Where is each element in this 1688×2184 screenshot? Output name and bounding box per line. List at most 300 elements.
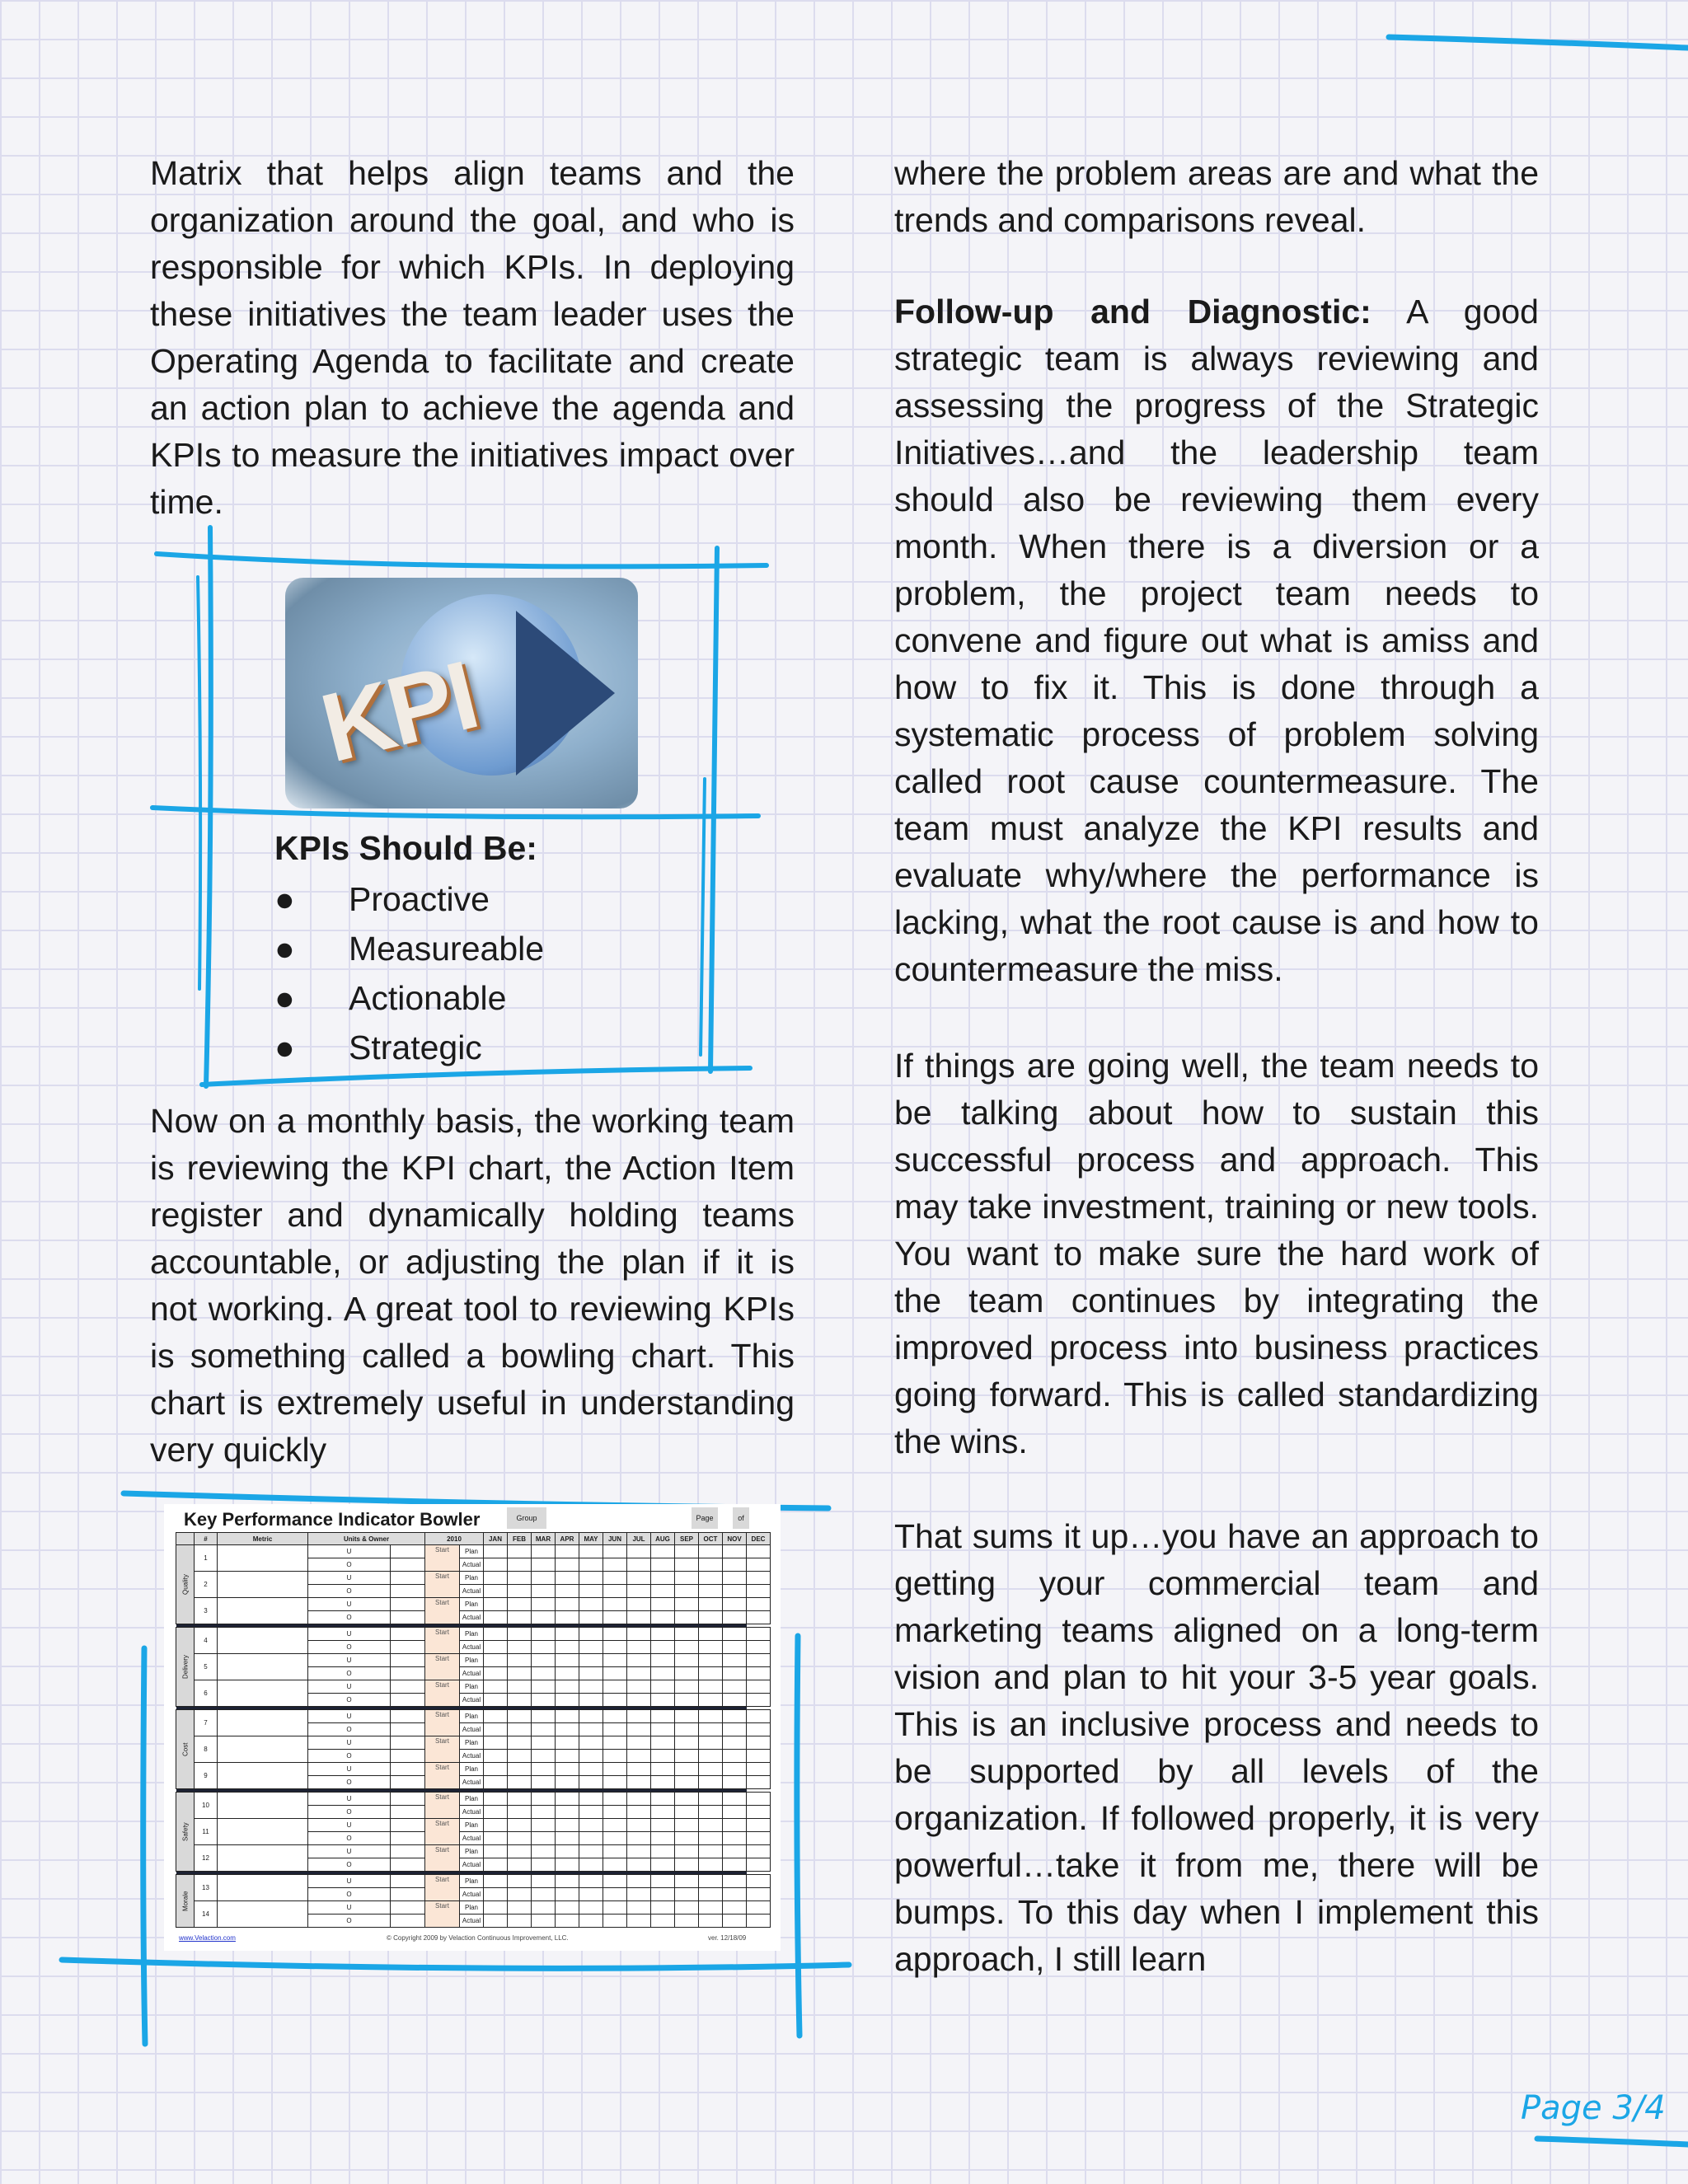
bowler-month-plan-cell (484, 1572, 508, 1585)
bowler-row-number: 4 (195, 1628, 218, 1654)
bowler-month-plan-cell (556, 1845, 579, 1858)
bowler-month-actual-cell (508, 1915, 532, 1928)
bowler-month-plan-cell (556, 1875, 579, 1888)
bowler-actual-label: Actual (460, 1806, 484, 1819)
bowler-plan-label: Plan (460, 1793, 484, 1806)
bowler-o-label: O (308, 1585, 391, 1598)
kpi-image-text: KPI (311, 640, 485, 784)
bowler-actual-label: Actual (460, 1750, 484, 1763)
bowler-month-actual-cell (723, 1667, 747, 1680)
bowler-month-plan-cell (699, 1654, 723, 1667)
bowler-month-actual-cell (675, 1806, 699, 1819)
bowler-row (176, 1628, 771, 1641)
bowler-month-plan-cell (579, 1628, 603, 1641)
bowler-month-plan-cell (675, 1819, 699, 1832)
bowler-month-plan-cell (675, 1628, 699, 1641)
bowler-month-plan-cell (532, 1680, 556, 1694)
bowler-month-actual-cell (508, 1858, 532, 1872)
bowler-title: Key Performance Indicator Bowler (184, 1509, 481, 1530)
bowler-month-plan-cell (699, 1845, 723, 1858)
bowler-month-plan-cell (532, 1545, 556, 1558)
bowler-start-cell: Start (425, 1572, 460, 1598)
bowler-month-plan-cell (723, 1793, 747, 1806)
bowler-category: Morale (176, 1875, 195, 1928)
bowler-header-cell: MAY (579, 1533, 603, 1545)
bowler-month-plan-cell (508, 1793, 532, 1806)
bowler-month-plan-cell (675, 1763, 699, 1776)
bowler-start-cell: Start (425, 1901, 460, 1928)
bowler-month-plan-cell (651, 1572, 675, 1585)
bowler-month-actual-cell (532, 1915, 556, 1928)
bowler-month-actual-cell (627, 1888, 651, 1901)
bowler-u-label: U (308, 1901, 391, 1915)
bowler-month-plan-cell (699, 1545, 723, 1558)
kpi-item-label: Measureable (349, 930, 545, 968)
bowler-month-actual-cell (484, 1776, 508, 1789)
bowler-month-plan-cell (556, 1654, 579, 1667)
bowler-actual-label: Actual (460, 1585, 484, 1598)
bowler-month-plan-cell (532, 1598, 556, 1611)
bowler-month-plan-cell (579, 1763, 603, 1776)
bowler-month-plan-cell (723, 1875, 747, 1888)
bowler-u-label: U (308, 1545, 391, 1558)
bowler-month-actual-cell (532, 1585, 556, 1598)
bowler-month-actual-cell (747, 1694, 771, 1707)
bowler-month-actual-cell (699, 1858, 723, 1872)
bowler-o-label: O (308, 1858, 391, 1872)
bowler-owner-cell (391, 1750, 425, 1763)
bowler-month-actual-cell (484, 1611, 508, 1624)
bowler-month-actual-cell (579, 1832, 603, 1845)
kpi-image (285, 578, 638, 808)
bowler-month-actual-cell (556, 1888, 579, 1901)
bowler-start-cell: Start (425, 1654, 460, 1680)
bowler-month-plan-cell (651, 1819, 675, 1832)
bowler-header-cell: JUL (627, 1533, 651, 1545)
bowler-start-cell: Start (425, 1793, 460, 1819)
bowler-month-actual-cell (579, 1806, 603, 1819)
bowler-month-plan-cell (508, 1598, 532, 1611)
bowler-row (176, 1819, 771, 1832)
bowler-month-actual-cell (747, 1776, 771, 1789)
bowler-month-actual-cell (699, 1776, 723, 1789)
bowler-o-label: O (308, 1641, 391, 1654)
bowler-month-plan-cell (747, 1793, 771, 1806)
bowler-month-plan-cell (579, 1736, 603, 1750)
bowler-month-actual-cell (699, 1750, 723, 1763)
bowler-metric-cell (218, 1680, 308, 1707)
bowler-month-actual-cell (627, 1806, 651, 1819)
bowler-month-plan-cell (556, 1793, 579, 1806)
bowler-month-actual-cell (532, 1611, 556, 1624)
bowler-month-plan-cell (508, 1901, 532, 1915)
right-paragraph-3: If things are going well, the team needs to be talking about how to sustain this successful process and approach. This may take investment, training or new tools. You want to make sure the hard work of the team continues by integrating the improved process into business practices going forward. This is called standardizing the wins. (894, 1047, 1539, 1460)
bowler-month-plan-cell (532, 1654, 556, 1667)
bowler-month-plan-cell (556, 1598, 579, 1611)
bowler-month-plan-cell (651, 1875, 675, 1888)
bowler-month-plan-cell (556, 1628, 579, 1641)
bowler-month-plan-cell (508, 1654, 532, 1667)
bowler-month-plan-cell (627, 1793, 651, 1806)
bowler-u-label: U (308, 1572, 391, 1585)
bowler-month-actual-cell (651, 1832, 675, 1845)
bowler-month-actual-cell (747, 1915, 771, 1928)
bowler-u-label: U (308, 1710, 391, 1723)
bowler-month-plan-cell (484, 1736, 508, 1750)
bowler-month-plan-cell (675, 1736, 699, 1750)
bowler-month-plan-cell (651, 1598, 675, 1611)
bowler-month-actual-cell (627, 1611, 651, 1624)
bowler-month-actual-cell (484, 1667, 508, 1680)
bowler-start-cell: Start (425, 1736, 460, 1763)
bowler-month-plan-cell (603, 1654, 627, 1667)
bowler-month-plan-cell (675, 1654, 699, 1667)
bowler-row-number: 6 (195, 1680, 218, 1707)
bowler-month-actual-cell (532, 1832, 556, 1845)
bowler-month-plan-cell (532, 1901, 556, 1915)
bowler-month-plan-cell (699, 1598, 723, 1611)
bowler-of-label: of (733, 1507, 749, 1529)
bowler-month-plan-cell (627, 1710, 651, 1723)
bowler-month-actual-cell (747, 1585, 771, 1598)
bowler-row-number: 11 (195, 1819, 218, 1845)
bowler-month-plan-cell (603, 1845, 627, 1858)
bowler-start-cell: Start (425, 1628, 460, 1654)
bowler-month-actual-cell (747, 1832, 771, 1845)
bowler-actual-label: Actual (460, 1667, 484, 1680)
bowler-month-plan-cell (747, 1572, 771, 1585)
bowler-o-label: O (308, 1832, 391, 1845)
bowler-start-cell: Start (425, 1598, 460, 1624)
bowler-month-actual-cell (747, 1723, 771, 1736)
bowler-month-actual-cell (603, 1832, 627, 1845)
bowler-row (176, 1572, 771, 1585)
bowler-owner-cell (391, 1585, 425, 1598)
bowler-month-actual-cell (651, 1667, 675, 1680)
bowler-metric-cell (218, 1901, 308, 1928)
bowler-month-actual-cell (747, 1611, 771, 1624)
bowler-month-actual-cell (699, 1694, 723, 1707)
bowler-month-plan-cell (603, 1572, 627, 1585)
bowler-header-cell: JAN (484, 1533, 508, 1545)
bowler-header-cell: JUN (603, 1533, 627, 1545)
bowler-month-actual-cell (699, 1558, 723, 1572)
bowler-metric-cell (218, 1736, 308, 1763)
bowler-month-actual-cell (627, 1776, 651, 1789)
bowler-month-actual-cell (532, 1776, 556, 1789)
bowler-start-cell: Start (425, 1680, 460, 1707)
bowler-month-actual-cell (556, 1585, 579, 1598)
bowler-owner-cell (391, 1776, 425, 1789)
bowler-month-actual-cell (699, 1585, 723, 1598)
bowler-month-plan-cell (747, 1901, 771, 1915)
bowler-month-actual-cell (603, 1776, 627, 1789)
bowler-month-actual-cell (532, 1723, 556, 1736)
bowler-month-actual-cell (627, 1558, 651, 1572)
bowler-month-actual-cell (603, 1585, 627, 1598)
bowler-row (176, 1545, 771, 1558)
bowler-plan-label: Plan (460, 1875, 484, 1888)
bowler-metric-cell (218, 1654, 308, 1680)
bowler-owner-cell (391, 1654, 425, 1667)
left-paragraph-2: Now on a monthly basis, the working team is reviewing the KPI chart, the Action Item register and dynamically holding teams accountable, or adjusting the plan if it is not working. A great tool to reviewing KPIs is something called a bowling chart. This chart is extremely useful in understanding very quickly (150, 1102, 795, 1469)
bowler-month-plan-cell (675, 1793, 699, 1806)
bowler-owner-cell (391, 1611, 425, 1624)
bowler-o-label: O (308, 1915, 391, 1928)
bowler-month-actual-cell (651, 1806, 675, 1819)
bowler-month-actual-cell (508, 1750, 532, 1763)
bowler-month-actual-cell (651, 1585, 675, 1598)
bowler-month-plan-cell (508, 1545, 532, 1558)
bowler-month-actual-cell (651, 1776, 675, 1789)
bowler-month-actual-cell (508, 1723, 532, 1736)
bowler-month-plan-cell (603, 1598, 627, 1611)
bowler-month-plan-cell (723, 1710, 747, 1723)
bowler-month-actual-cell (603, 1558, 627, 1572)
bowler-month-plan-cell (675, 1680, 699, 1694)
bowler-metric-cell (218, 1598, 308, 1624)
bowler-month-actual-cell (532, 1888, 556, 1901)
bowler-month-actual-cell (699, 1832, 723, 1845)
bowler-plan-label: Plan (460, 1598, 484, 1611)
bowler-row-number: 8 (195, 1736, 218, 1763)
bowler-metric-cell (218, 1763, 308, 1789)
bowler-owner-cell (391, 1845, 425, 1858)
bowler-month-actual-cell (747, 1641, 771, 1654)
bowler-metric-cell (218, 1572, 308, 1598)
bowler-month-plan-cell (579, 1819, 603, 1832)
bullet-icon: ● (274, 930, 295, 968)
bowler-month-plan-cell (556, 1736, 579, 1750)
bowler-month-plan-cell (627, 1545, 651, 1558)
bowler-row (176, 1598, 771, 1611)
bowler-month-actual-cell (651, 1723, 675, 1736)
bowler-month-plan-cell (723, 1819, 747, 1832)
bowler-u-label: U (308, 1654, 391, 1667)
bowler-month-actual-cell (651, 1858, 675, 1872)
bowler-u-label: U (308, 1845, 391, 1858)
bowler-month-plan-cell (675, 1545, 699, 1558)
bowler-month-actual-cell (699, 1723, 723, 1736)
bowler-o-label: O (308, 1888, 391, 1901)
bowler-actual-label: Actual (460, 1776, 484, 1789)
bowler-actual-label: Actual (460, 1723, 484, 1736)
bullet-icon: ● (274, 880, 295, 918)
bowler-month-actual-cell (556, 1750, 579, 1763)
bowler-month-plan-cell (532, 1763, 556, 1776)
bowler-header-cell: DEC (747, 1533, 771, 1545)
bowler-month-plan-cell (675, 1598, 699, 1611)
bowler-month-actual-cell (723, 1723, 747, 1736)
bowler-month-actual-cell (627, 1641, 651, 1654)
bowler-month-actual-cell (579, 1915, 603, 1928)
bowler-metric-cell (218, 1628, 308, 1654)
bowler-month-plan-cell (723, 1654, 747, 1667)
bowler-start-cell: Start (425, 1845, 460, 1872)
bowler-o-label: O (308, 1806, 391, 1819)
bowler-month-plan-cell (532, 1572, 556, 1585)
bowler-owner-cell (391, 1598, 425, 1611)
bowler-month-actual-cell (723, 1915, 747, 1928)
bowler-month-plan-cell (508, 1763, 532, 1776)
bowler-month-actual-cell (675, 1641, 699, 1654)
bowler-month-plan-cell (651, 1793, 675, 1806)
bowler-month-plan-cell (579, 1845, 603, 1858)
bowler-month-plan-cell (675, 1572, 699, 1585)
bowler-row-number: 3 (195, 1598, 218, 1624)
bowler-metric-cell (218, 1845, 308, 1872)
bowler-month-actual-cell (747, 1667, 771, 1680)
bowler-month-plan-cell (699, 1710, 723, 1723)
bowler-month-plan-cell (627, 1736, 651, 1750)
bowler-month-plan-cell (699, 1819, 723, 1832)
bowler-row-number: 10 (195, 1793, 218, 1819)
bowler-row-number: 1 (195, 1545, 218, 1572)
bowler-group-label: Group (507, 1507, 546, 1529)
bowler-month-plan-cell (651, 1654, 675, 1667)
bowler-month-actual-cell (556, 1776, 579, 1789)
bowler-plan-label: Plan (460, 1628, 484, 1641)
bowler-start-cell: Start (425, 1819, 460, 1845)
bowler-owner-cell (391, 1736, 425, 1750)
bowler-month-plan-cell (699, 1628, 723, 1641)
bowler-month-actual-cell (723, 1558, 747, 1572)
bowler-month-plan-cell (627, 1763, 651, 1776)
bowler-owner-cell (391, 1858, 425, 1872)
bowler-row (176, 1875, 771, 1888)
bowler-u-label: U (308, 1680, 391, 1694)
kpi-arrow-graphic (516, 611, 615, 776)
bowler-month-actual-cell (556, 1611, 579, 1624)
kpi-bowler-image (164, 1504, 781, 1951)
bowler-month-actual-cell (627, 1832, 651, 1845)
bowler-month-plan-cell (484, 1845, 508, 1858)
bowler-month-plan-cell (579, 1901, 603, 1915)
bowler-month-plan-cell (627, 1819, 651, 1832)
bowler-month-actual-cell (484, 1723, 508, 1736)
bowler-month-actual-cell (723, 1858, 747, 1872)
bowler-month-actual-cell (532, 1806, 556, 1819)
bowler-month-actual-cell (699, 1667, 723, 1680)
bowler-plan-label: Plan (460, 1763, 484, 1776)
bowler-month-plan-cell (484, 1545, 508, 1558)
bullet-icon: ● (274, 1029, 295, 1066)
bowler-month-actual-cell (699, 1611, 723, 1624)
bowler-month-plan-cell (747, 1710, 771, 1723)
bowler-month-actual-cell (651, 1750, 675, 1763)
bowler-month-actual-cell (723, 1888, 747, 1901)
bowler-plan-label: Plan (460, 1845, 484, 1858)
bowler-month-plan-cell (579, 1875, 603, 1888)
bowler-metric-cell (218, 1793, 308, 1819)
bowler-month-plan-cell (675, 1710, 699, 1723)
bowler-actual-label: Actual (460, 1558, 484, 1572)
bowler-plan-label: Plan (460, 1545, 484, 1558)
bowler-month-plan-cell (579, 1680, 603, 1694)
bowler-owner-cell (391, 1819, 425, 1832)
bowler-month-plan-cell (508, 1710, 532, 1723)
bowler-month-actual-cell (603, 1806, 627, 1819)
bowler-month-plan-cell (747, 1845, 771, 1858)
bowler-month-actual-cell (579, 1776, 603, 1789)
bowler-month-actual-cell (532, 1641, 556, 1654)
bowler-month-actual-cell (484, 1641, 508, 1654)
bowler-month-plan-cell (508, 1819, 532, 1832)
bowler-month-plan-cell (532, 1736, 556, 1750)
bowler-month-plan-cell (603, 1901, 627, 1915)
bowler-month-actual-cell (723, 1641, 747, 1654)
bowler-metric-cell (218, 1875, 308, 1901)
bowler-month-plan-cell (699, 1901, 723, 1915)
kpi-item-label: Proactive (349, 880, 490, 918)
bowler-month-plan-cell (747, 1628, 771, 1641)
bowler-plan-label: Plan (460, 1654, 484, 1667)
bowler-table (176, 1532, 771, 1928)
bowler-start-cell: Start (425, 1710, 460, 1736)
bowler-month-plan-cell (723, 1545, 747, 1558)
bowler-month-plan-cell (579, 1710, 603, 1723)
kpi-list-item (274, 1029, 482, 1067)
bowler-category: Cost (176, 1710, 195, 1789)
bowler-actual-label: Actual (460, 1641, 484, 1654)
bowler-month-actual-cell (556, 1806, 579, 1819)
bowler-month-actual-cell (675, 1832, 699, 1845)
bowler-row-number: 5 (195, 1654, 218, 1680)
bowler-month-actual-cell (723, 1776, 747, 1789)
bowler-month-plan-cell (627, 1628, 651, 1641)
bowler-month-plan-cell (747, 1736, 771, 1750)
bowler-month-plan-cell (532, 1628, 556, 1641)
bowler-month-plan-cell (603, 1736, 627, 1750)
bowler-month-plan-cell (651, 1845, 675, 1858)
bowler-row (176, 1901, 771, 1915)
bowler-row-number: 9 (195, 1763, 218, 1789)
bowler-category: Safety (176, 1793, 195, 1872)
bowler-month-actual-cell (723, 1611, 747, 1624)
right-paragraph-1: where the problem areas are and what the trends and comparisons reveal. (894, 154, 1539, 239)
kpi-list-item (274, 880, 490, 919)
bowler-month-plan-cell (627, 1901, 651, 1915)
bowler-month-plan-cell (484, 1628, 508, 1641)
bowler-row (176, 1763, 771, 1776)
bowler-month-plan-cell (651, 1763, 675, 1776)
bowler-month-plan-cell (723, 1628, 747, 1641)
bowler-month-plan-cell (699, 1763, 723, 1776)
bowler-month-actual-cell (532, 1694, 556, 1707)
bowler-month-actual-cell (627, 1750, 651, 1763)
bowler-owner-cell (391, 1545, 425, 1558)
bowler-row (176, 1793, 771, 1806)
bowler-o-label: O (308, 1667, 391, 1680)
bowler-month-actual-cell (532, 1858, 556, 1872)
bowler-month-actual-cell (699, 1888, 723, 1901)
bowler-month-actual-cell (627, 1667, 651, 1680)
bowler-row (176, 1680, 771, 1694)
bowler-metric-cell (218, 1710, 308, 1736)
bowler-month-actual-cell (508, 1806, 532, 1819)
bowler-month-plan-cell (579, 1793, 603, 1806)
bowler-month-actual-cell (723, 1806, 747, 1819)
bowler-u-label: U (308, 1736, 391, 1750)
bowler-month-plan-cell (747, 1654, 771, 1667)
bowler-month-plan-cell (508, 1736, 532, 1750)
bowler-month-actual-cell (579, 1694, 603, 1707)
right-paragraph-4: That sums it up…you have an approach to getting your commercial team and marketing teams aligned on a long-term vision and plan to hit your 3-5 year goals. This is an inclusive process and needs to be supported by all levels of the organization. If followed properly, it is very powerful…take it from me, there will be bumps. To this day when I implement this approach, I still learn (894, 1517, 1539, 1978)
bowler-month-plan-cell (603, 1819, 627, 1832)
bowler-month-actual-cell (508, 1641, 532, 1654)
bowler-month-plan-cell (532, 1845, 556, 1858)
bowler-month-plan-cell (484, 1793, 508, 1806)
